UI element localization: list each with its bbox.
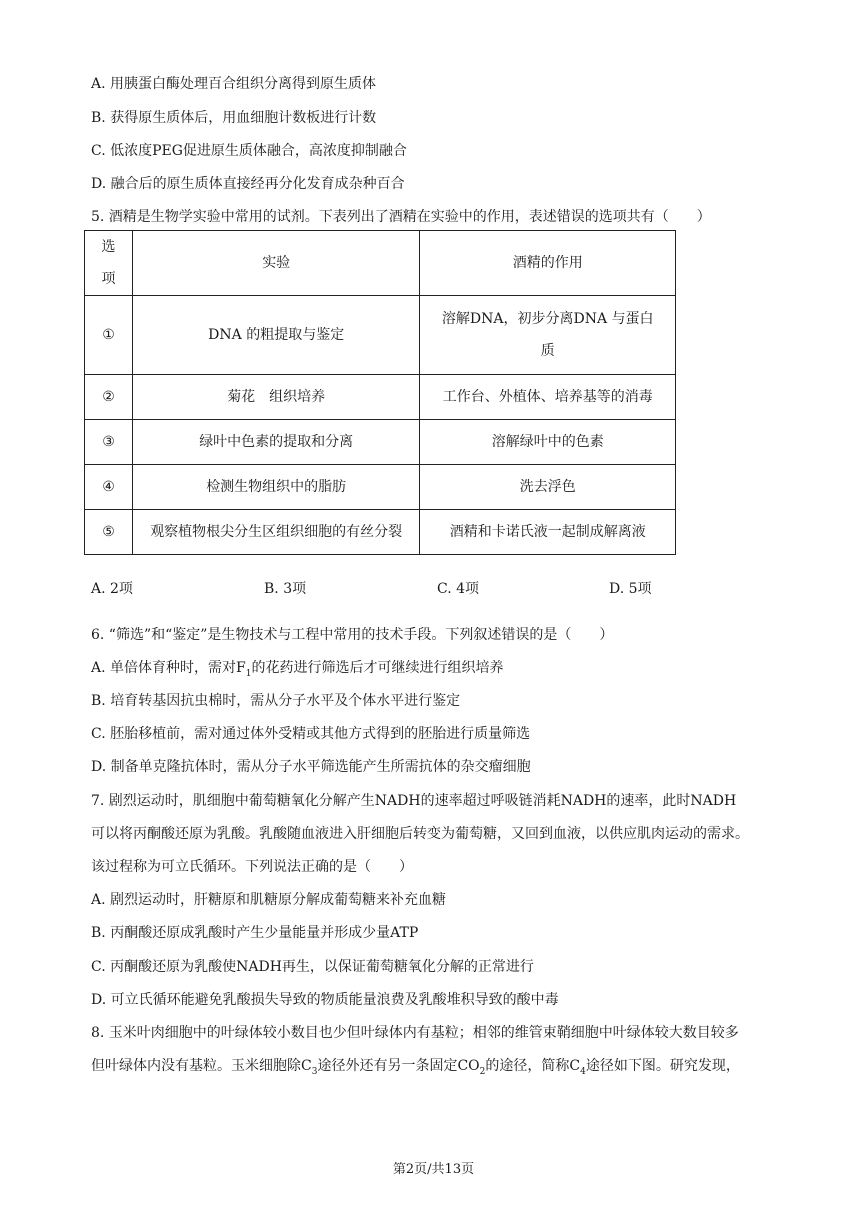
subscript: 2	[479, 1066, 486, 1077]
q7-option-a: A. 剧烈运动时，肝糖原和肌糖原分解成葡萄糖来补充血糖	[91, 892, 447, 908]
q4-option-c: C. 低浓度PEG促进原生质体融合，高浓度抑制融合	[91, 143, 407, 159]
q8-stem-line	[91, 1055, 740, 1077]
table-cell: 工作台、外植体、培养基等的消毒	[420, 375, 676, 420]
q7-option-d: D. 可立氏循环能避免乳酸损失导致的物质能量浪费及乳酸堆积导致的酸中毒	[91, 992, 559, 1008]
table-header-cell: 酒精的作用	[420, 231, 676, 296]
subscript: 4	[580, 1066, 586, 1077]
table-header-cell: 实验	[132, 231, 419, 296]
table-row	[85, 375, 676, 420]
table-header-cell: 选项	[85, 231, 133, 296]
subscript: 1	[245, 668, 252, 679]
q8-stem-line: 8. 玉米叶肉细胞中的叶绿体较小数目也少但叶绿体内有基粒；相邻的维管束鞘细胞中叶绿体较大数目较多	[91, 1025, 739, 1041]
q6-option-d: D. 制备单克隆抗体时，需从分子水平筛选能产生所需抗体的杂交瘤细胞	[91, 759, 531, 775]
q4-option-a: A. 用胰蛋白酶处理百合组织分离得到原生质体	[91, 76, 377, 92]
table-cell: 检测生物组织中的脂肪	[132, 465, 419, 510]
text-run: 途径外还有另一条固定CO	[317, 1058, 480, 1074]
q6-option-c: C. 胚胎移植前，需对通过体外受精或其他方式得到的胚胎进行质量筛选	[91, 726, 531, 742]
table-header-row	[85, 231, 676, 296]
table-row	[85, 510, 676, 555]
table-cell: 酒精和卡诺氏液一起制成解离液	[420, 510, 676, 555]
q5-option-d: D. 5项	[609, 581, 652, 597]
text-run: A. 单倍体育种时，需对F	[91, 660, 246, 676]
text-run: 但叶绿体内没有基粒。玉米细胞除C	[91, 1058, 312, 1074]
text-run: 途径如下图。研究发现，	[585, 1058, 740, 1074]
q7-stem-line: 该过程称为可立氏循环。下列说法正确的是（ ）	[91, 859, 413, 875]
table-cell: ①	[85, 296, 133, 375]
q6-stem: 6. “筛选”和“鉴定”是生物技术与工程中常用的技术手段。下列叙述错误的是（ ）	[91, 627, 614, 643]
table-cell: ⑤	[85, 510, 133, 555]
q5-option-b: B. 3项	[264, 581, 307, 597]
q7-option-b: B. 丙酮酸还原成乳酸时产生少量能量并形成少量ATP	[91, 925, 419, 941]
table-cell-line: 溶解DNA，初步分离DNA 与蛋白	[441, 311, 654, 327]
q5-option-a: A. 2项	[91, 581, 133, 597]
table-cell: 菊花 组织培养	[132, 375, 419, 420]
q6-option-b: B. 培育转基因抗虫棉时，需从分子水平及个体水平进行鉴定	[91, 693, 461, 709]
q5-table	[84, 230, 676, 555]
table-cell: ②	[85, 375, 133, 420]
table-cell: 溶解绿叶中的色素	[420, 420, 676, 465]
page-footer: 第2页/共13页	[392, 1162, 475, 1177]
q6-option-a	[91, 657, 503, 679]
q4-option-d: D. 融合后的原生质体直接经再分化发育成杂种百合	[91, 176, 405, 192]
table-cell: DNA 的粗提取与鉴定	[132, 296, 419, 375]
text-run: 的花药进行筛选后才可继续进行组织培养	[251, 660, 504, 676]
q5-stem: 5. 酒精是生物学实验中常用的试剂。下表列出了酒精在实验中的作用，表述错误的选项共有（ ）	[91, 209, 711, 225]
text-run: 的途径，简称C	[485, 1058, 581, 1074]
table-cell: ④	[85, 465, 133, 510]
q4-option-b: B. 获得原生质体后，用血细胞计数板进行计数	[91, 110, 377, 126]
table-cell: ③	[85, 420, 133, 465]
q7-stem-line: 可以将丙酮酸还原为乳酸。乳酸随血液进入肝细胞后转变为葡萄糖，又回到血液，以供应肌肉运动的需求。	[91, 826, 749, 842]
table-cell: 绿叶中色素的提取和分离	[132, 420, 419, 465]
table-row	[85, 465, 676, 510]
q7-option-c: C. 丙酮酸还原为乳酸使NADH再生，以保证葡萄糖氧化分解的正常进行	[91, 959, 534, 975]
table-row	[85, 296, 676, 375]
table-cell: 观察植物根尖分生区组织细胞的有丝分裂	[132, 510, 419, 555]
table-cell: 洗去浮色	[420, 465, 676, 510]
subscript: 3	[311, 1066, 318, 1077]
table-cell	[420, 296, 676, 375]
table-row	[85, 420, 676, 465]
q5-option-c: C. 4项	[437, 581, 480, 597]
table-cell-line: 质	[540, 343, 555, 359]
q7-stem-line: 7. 剧烈运动时，肌细胞中葡萄糖氧化分解产生NADH的速率超过呼吸链消耗NADH的速率，此时NADH	[91, 793, 737, 809]
